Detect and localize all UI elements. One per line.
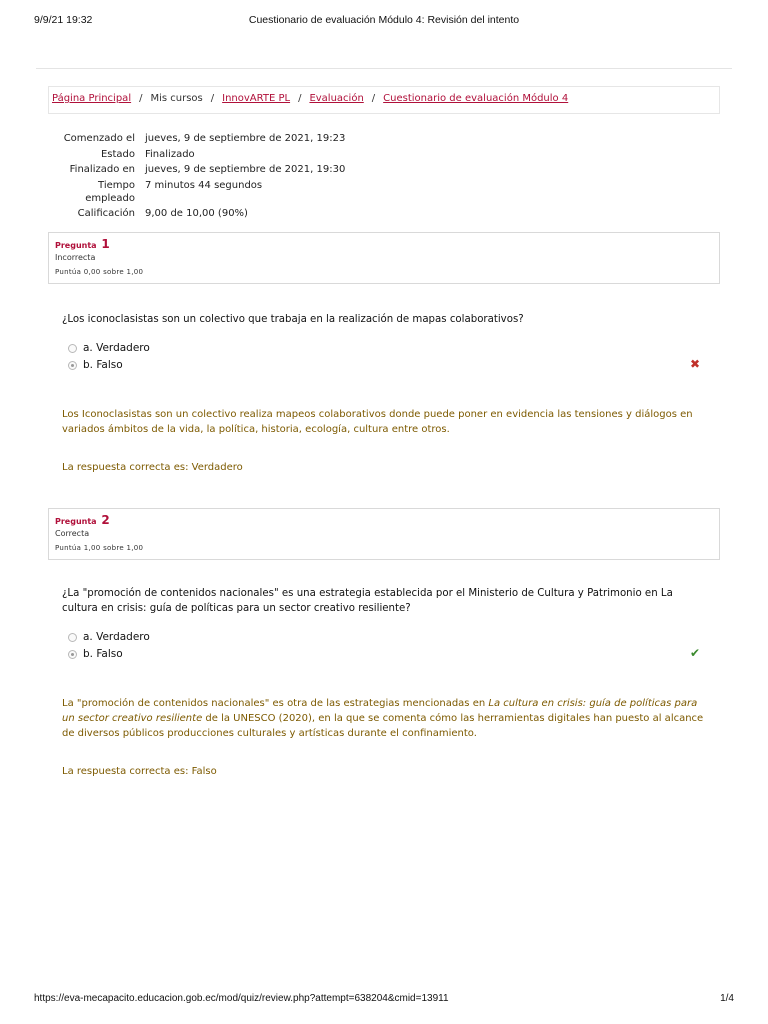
page-number: 1/4 <box>720 993 734 1004</box>
divider <box>36 68 732 69</box>
page-url: https://eva-mecapacito.educacion.gob.ec/mod/quiz/review.php?attempt=638204&cmid=13911 <box>34 993 449 1004</box>
breadcrumb <box>48 86 720 114</box>
question-label: Pregunta <box>55 517 97 526</box>
summary-value: jueves, 9 de septiembre de 2021, 19:30 <box>145 164 346 175</box>
breadcrumb-separator: / <box>210 93 215 104</box>
summary-label: Comenzado el <box>63 133 135 144</box>
radio-button-selected[interactable] <box>68 361 77 370</box>
summary-value: 7 minutos 44 segundos <box>145 179 263 191</box>
print-footer <box>34 993 734 1007</box>
question-number: 1 <box>101 237 110 251</box>
feedback-publication-title: La cultura en crisis: guía de políticas para un sector creativo resiliente <box>62 698 698 724</box>
answer-option-a[interactable] <box>68 631 150 643</box>
breadcrumb-course-link[interactable]: InnovARTE PL <box>222 93 291 104</box>
breadcrumb-section-link[interactable]: Evaluación <box>309 93 364 104</box>
summary-value: 9,00 de 10,00 (90%) <box>145 207 248 219</box>
radio-button[interactable] <box>68 633 77 642</box>
summary-label: Estado <box>100 148 135 160</box>
print-header <box>34 14 734 30</box>
summary-value: Finalizado <box>145 148 195 160</box>
feedback-text: La "promoción de contenidos nacionales" es otra de las estrategias mencionadas en <box>62 698 489 709</box>
answer-option-b[interactable] <box>68 648 123 660</box>
summary-label: Calificación <box>77 207 135 219</box>
question-text-1: ¿Los iconoclasistas son un colectivo que trabaja en la realización de mapas colaborativos? <box>62 314 524 325</box>
correct-answer-2: La respuesta correcta es: Falso <box>62 766 217 777</box>
summary-label: Tiempo empleado <box>85 179 135 204</box>
breadcrumb-separator: / <box>298 93 302 104</box>
summary-row-time-taken <box>48 179 468 206</box>
question-feedback-1: Los Iconoclasistas son un colectivo realiza mapeos colaborativos donde puede poner en evidencia las tensiones y diálogos en variados ámbitos de la vida, la política, historia, ecología, cultura entre otros. <box>62 409 693 435</box>
question-state: Correcta <box>55 529 90 538</box>
breadcrumb-separator: / <box>139 93 143 104</box>
check-icon: ✔ <box>690 646 701 660</box>
summary-label: Finalizado en <box>69 164 135 175</box>
summary-row-finished <box>48 163 468 178</box>
radio-button-selected[interactable] <box>68 650 77 659</box>
correct-answer-1: La respuesta correcta es: Verdadero <box>62 462 243 473</box>
option-label: a. Verdadero <box>83 342 150 354</box>
attempt-summary <box>48 132 468 222</box>
print-timestamp: 9/9/21 19:32 <box>34 14 93 26</box>
question-heading <box>55 513 713 527</box>
question-label: Pregunta <box>55 241 97 250</box>
option-label: b. Falso <box>83 648 123 660</box>
question-grade: Puntúa 1,00 sobre 1,00 <box>55 544 144 552</box>
question-feedback-2 <box>62 696 710 741</box>
question-number: 2 <box>101 513 110 527</box>
breadcrumb-my-courses: Mis cursos <box>150 93 203 104</box>
breadcrumb-separator: / <box>371 93 376 104</box>
question-info-1 <box>48 232 720 284</box>
print-document-title: Cuestionario de evaluación Módulo 4: Revisión del intento <box>248 14 520 26</box>
summary-value: jueves, 9 de septiembre de 2021, 19:23 <box>145 133 346 144</box>
breadcrumb-home-link[interactable]: Página Principal <box>52 93 132 104</box>
summary-row-started <box>48 132 468 147</box>
question-text-2: ¿La "promoción de contenidos nacionales" es una estrategia establecida por el Ministerio de Cultura y Patrimonio en La cultura en crisis: guía de políticas para un sector creativo resiliente? <box>62 588 673 614</box>
question-grade: Puntúa 0,00 sobre 1,00 <box>55 268 144 276</box>
question-heading <box>55 237 713 251</box>
cross-icon: ✖ <box>690 357 701 371</box>
summary-row-state <box>48 148 468 163</box>
question-info-2 <box>48 508 720 560</box>
feedback-text: de la UNESCO (2020), en la que se comenta cómo las herramientas digitales han puesto al alcance de diversos públicos producciones culturales y artísticas durante el confinamiento. <box>62 713 704 739</box>
radio-button[interactable] <box>68 344 77 353</box>
summary-row-grade <box>48 207 468 222</box>
option-label: a. Verdadero <box>83 631 150 643</box>
option-label: b. Falso <box>83 359 123 371</box>
answer-option-a[interactable] <box>68 342 150 354</box>
breadcrumb-quiz-link[interactable]: Cuestionario de evaluación Módulo 4 <box>383 93 569 104</box>
question-state: Incorrecta <box>55 253 96 262</box>
answer-option-b[interactable] <box>68 359 123 371</box>
